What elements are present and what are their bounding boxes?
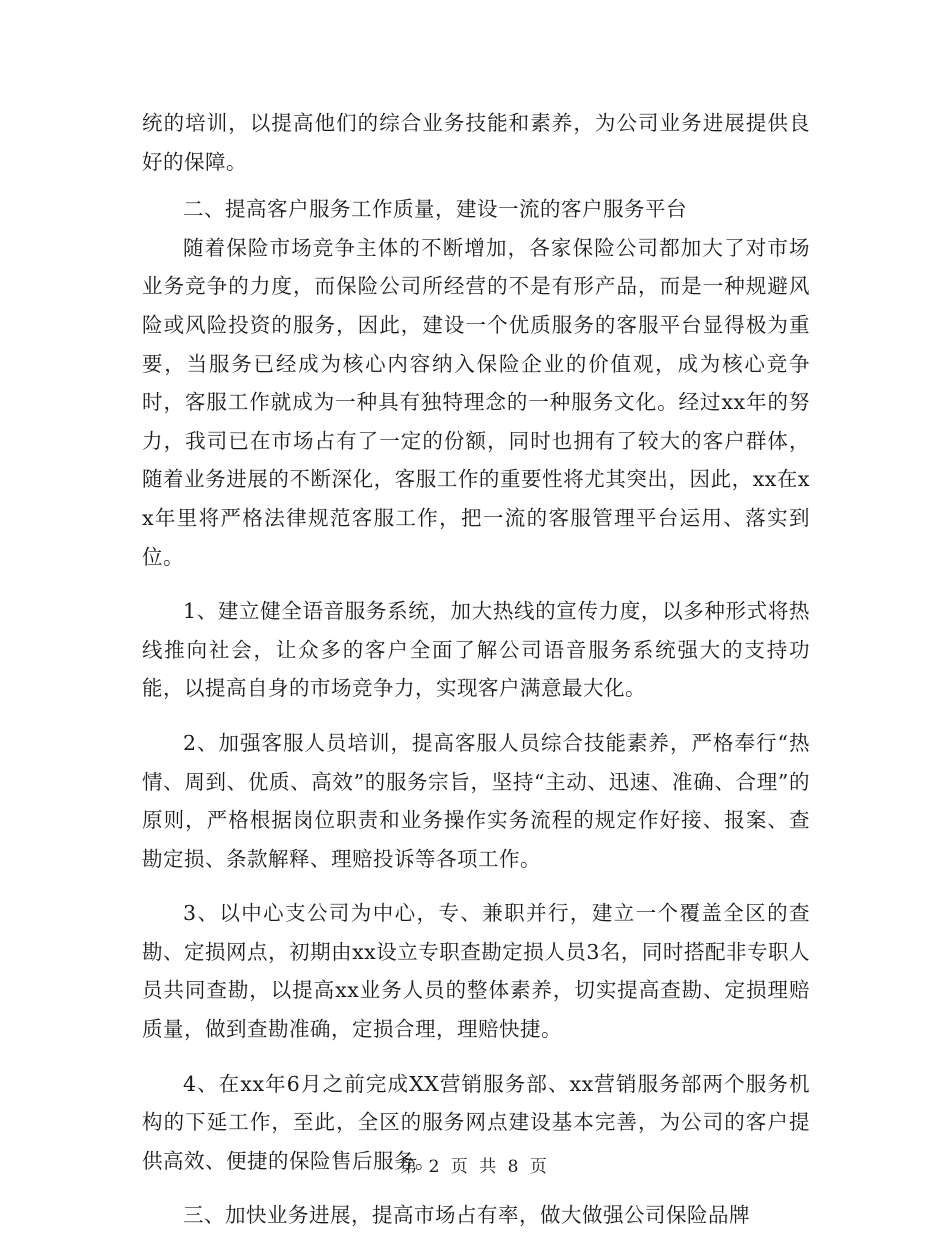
section-heading-2: 二、提高客户服务工作质量，建设一流的客户服务平台	[183, 197, 687, 222]
paragraph-customer-service: 随着保险市场竞争主体的不断增加，各家保险公司都加大了对市场业务竞争的力度，而保险公司所经营的不是有形产品，而是一种规避风险或风险投资的服务，因此，建设一个优质服务的客服平台显得极为重要，当服务已经成为核心内容纳入保险企业的价值观，成为核心竞争时，客服工作就成为一种具有独特理念的一种服务文化。经过xx年的努力，我司已在市场占有了一定的份额，同时也拥有了较大的客户群体，随着业务进展的不断深化，客服工作的重要性将尤其突出，因此，xx在xx年里将严格法律规范客服工作，把一流的客服管理平台运用、落实到位。	[142, 235, 810, 569]
page-number-footer: 第 2 页 共 8 页	[400, 1157, 550, 1177]
document-body	[142, 104, 810, 1235]
paragraph-continuation: 统的培训，以提高他们的综合业务技能和素养，为公司业务进展提供良好的保障。	[142, 111, 810, 174]
list-item-1: 1、建立健全语音服务系统，加大热线的宣传力度，以多种形式将热线推向社会，让众多的客户全面了解公司语音服务系统强大的支持功能，以提高自身的市场竞争力，实现客户满意最大化。	[142, 599, 810, 701]
list-item-2: 2、加强客服人员培训，提高客服人员综合技能素养，严格奉行“热情、周到、优质、高效”的服务宗旨，坚持“主动、迅速、准确、合理”的原则，严格根据岗位职责和业务操作实务流程的规定作好接、报案、查勘定损、条款解释、理赔投诉等各项工作。	[142, 730, 810, 871]
list-item-3: 3、以中心支公司为中心，专、兼职并行，建立一个覆盖全区的查勘、定损网点，初期由xx设立专职查勘定损人员3名，同时搭配非专职人员共同查勘，以提高xx业务人员的整体素养，切实提高查勘、定损理赔质量，做到查勘准确，定损合理，理赔快捷。	[142, 901, 810, 1042]
list-item-4: 4、在xx年6月之前完成XX营销服务部、xx营销服务部两个服务机构的下延工作，至此，全区的服务网点建设基本完善，为公司的客户提供高效、便捷的保险售后服务。	[142, 1071, 810, 1173]
section-heading-3: 三、加快业务进展，提高市场占有率，做大做强公司保险品牌	[183, 1203, 750, 1228]
